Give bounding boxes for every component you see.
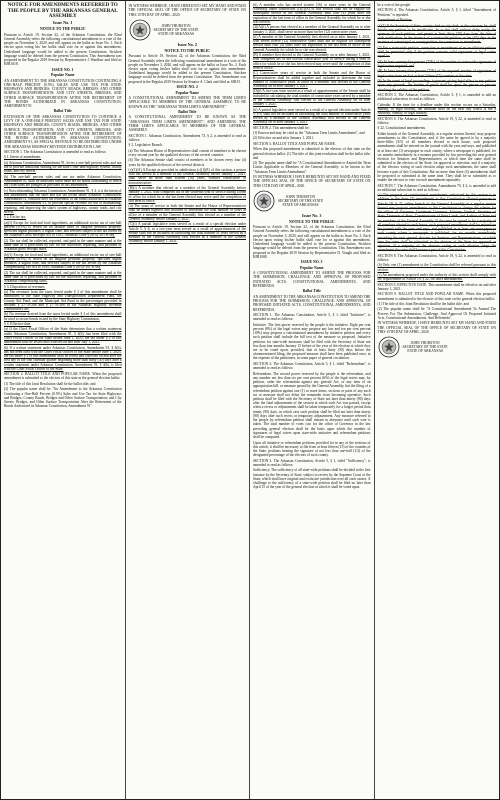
issue-2-s2a: (1) Known and may be cited as the "Arkansas Term Limits Amendment"; and xyxy=(253,131,365,136)
issue-2-s1g: (C)(i) A partial legislative term served as a result of a special election under Article 5, § 6, or a two-year term served as a result of apportionment of the Senate shall not be included in calculating the total number of years served by a member of the General Assembly first elected as a member of the General Assembly before January 1, 2021. xyxy=(128,222,246,244)
issue-1-section-1: SECTION 1. The Arkansas Constitution is amended to read as follows: xyxy=(4,149,107,154)
issue-2-s1l: (C) Consecutive years of service in both the Senate and the House of Representatives shall be added together and included to determine the total number of consecutive years in office of a member first elected to the General Assembly on or after January 1, 2021. xyxy=(253,71,371,88)
signature-block-3 xyxy=(378,336,497,358)
issue-3-s5a: Calendar. If the time for a deadline under this section occurs on a Saturday, Sunday, or legal holiday, the deadline shall be the next day which is not a Saturday, Sunday, or legal holiday. xyxy=(377,102,496,116)
issue-1-s1f: (a)(1) Except for food and food ingredients, an additional excise tax of one-half percent (0.5%) is levied on all taxable sales of tangible personal property, specified digital products, a digital code, and services subject to the tax levied by the Arkansas Gross Receipts Act of 1941, Arkansas Code § 26-52-101 et seq. xyxy=(4,220,122,238)
issue-3-s3a: Sufficiency. The sufficiency of all state-wide petitions shall be decided in the first instance by the Secretary of State, subject to review by the Supreme Court of the State, which shall have original and exclusive jurisdiction over all such causes. A challenge to the sufficiency of a state-wide petition shall be filed no later than April 15 of the year of the general election at which it shall be voted upon. xyxy=(253,468,371,490)
issue-2-s3b: (2) The popular name shall be "A Constitutional Amendment to Amend the Term Limits Applicable to Members of the General Assembly; to be known as the "Arkansas Term Limits Amendment". xyxy=(253,161,371,174)
issue-2-section-2: SECTION 2. This amendment shall be: xyxy=(253,125,310,130)
issue-1-s1m: § 4. Effective date. xyxy=(4,322,32,327)
notice-title: NOTICE FOR AMENDMENTS REFERRED TO THE PEOPLE BY THE ARKANSAS GENERAL ASSEMBLY xyxy=(7,2,118,20)
issue-3-section-7: SECTION 7. The Arkansas Constitution, Amendment 70, § 2, is amended to add an additional subsection to read as follows: xyxy=(377,183,496,192)
issue-3-s7a: (c) The proposal of constitutional amendments authorized by this section is in addition to the three (3) amendments to this Constitution allowed pursuant to Article 19, § 22, either branch of the General Assembly at a regular session thereof may propose amendments to this Constitution to change the salaries for the offices of Governor, Lieutenant Governor, Attorney General, Secretary of State, Treasurer of State, Commissioner of State Lands, and Auditor of State and for members of the General Assembly. If the same be agreed to by a majority of all members elected to each house, such proposed amendment shall be entered on the journal with the yeas and nays, and published in at least one newspaper in each county where a newspaper is published, for six months immediately preceding the next general election for Senators and Representatives, at which time the same shall be submitted to the electors of the State for approval or rejection. If a majority of the electors voting at such election adopt the amendment the same shall become a part of this Constitution. xyxy=(377,193,496,253)
issue-2-s1h: (ii) A member who has served sixteen (16) or more years in the General Assembly under subdivision (c)(1)(A) of this section shall not be eligible for subsequent service in the General Assembly until four (4) years after the expiration of the last term of office in the General Assembly for which he or she was elected. xyxy=(253,3,371,24)
signer-title: SECRETARY OF THE STATE xyxy=(278,198,324,203)
issue-3-s4c: (2) For a state-wide petition, correction or amendment of an insufficient petition shall be permitted only if the petition contains valid signatures of legal voters equal to: xyxy=(377,45,496,59)
signature-block-1 xyxy=(129,19,247,41)
issue-3-s2b: Upon all initiative or referendum petitions provided for in any of the sections of this article, it shall be necessary to file from at least fifteen (15) of the counties of the State, petitions bearing the signature of not less than one-half (1/2) of the designated percentage of the electors of such county. xyxy=(253,440,371,458)
issue-3-ballot-text: AN AMENDMENT TO THE ARKANSAS CONSTITUTION TO AMEND THE PROCESS FOR THE SUBMISSION, CHALLENGE, AND APPROVAL OF PROPOSED INITIATED ACTS, CONSTITUTIONAL AMENDMENTS, AND REFERENDA. xyxy=(253,294,371,312)
issue-3-s6a: § 22. Constitutional amendments. xyxy=(377,126,426,131)
signature-block-2 xyxy=(253,190,371,212)
issue-2-witness: IN WITNESS WHEREOF, I HAVE HEREUNTO SET MY HAND AND FIXED THE OFFICIAL SEAL OF THE OFFICE OF SECRETARY OF STATE ON THIS 15TH DAY OF APRIL, 2020. xyxy=(253,175,371,188)
issue-3-s10a: (1) The title of this Joint Resolution shall be the ballot title; and xyxy=(377,301,469,306)
issue-3-notice: NOTICE TO THE PUBLIC xyxy=(289,219,335,224)
issue-3-ballot-label: Ballot Title xyxy=(302,289,321,294)
issue-3-s4b: (a)(1) If the Secretary of State, county clerk or city clerk, as the case may be, shall decide any petition to be insufficient, he or she shall without delay notify the sponsors of such petition, and permit at least thirty (30) days from the date of such notification, in the instance of a state-wide petition, or ten (10) days in the instance of a municipal or county petition, for correction or amendment. xyxy=(377,23,496,45)
issue-3-s6b: Either branch of the General Assembly, at a regular session thereof, may propose amendments to this Constitution, and, if the same be agreed to by a majority three-fifths (3/5) of all members elected to each house, such proposed amendments shall be entered on the journal with the yeas and nays, and published in at least one (1) newspaper in each county, where a newspaper is published, for six months immediately in a manner provided by law preceding the next general election for Senators and Representatives, at which time the same shall be submitted to the electors of the State, for approval or rejection; and if a majority of the electors voting at such election adopt such amendments, the same shall become a part of this Constitution. But no more than three (3) amendments shall be proposed or submitted at the same time. They shall be so submitted as to enable the electors to vote on each amendment separately. xyxy=(377,131,496,183)
issue-3-witness: IN WITNESS WHEREOF, I HAVE HEREUNTO SET MY HAND AND FIXED THE OFFICIAL SEAL OF THE OFFICE OF SECRETARY OF STATE ON THIS 15TH DAY OF APRIL, 2020. xyxy=(377,321,496,334)
issue-3-s8a: (b) Only one (1) amendment to the Constitution shall be referred pursuant to this section. xyxy=(377,263,496,272)
issue-3-subheading: ISSUE NO. 3 xyxy=(301,260,323,265)
issue-3-heading: Issue No. 3 xyxy=(302,212,322,218)
state-seal-icon xyxy=(378,336,400,358)
issue-1-s2a: (1) The title of this Joint Resolution shall be the ballot title; and xyxy=(4,381,96,386)
issue-2-s3a: When this proposed amendment is submitted to the electors of this state on the general election ballot: (1) The title of this joint resolution shall be the ballot title; and xyxy=(253,147,371,160)
issue-3-s10b: (2) The popular name shall be "A Constitutional Amendment To Amend The Process For The Submission, Challenge, And Approval Of Proposed Initiated Acts, Constitutional Amendments, And Referenda". xyxy=(377,307,496,320)
issue-3-s4e: (B) At least seventy-five percent (75%) of the required number of signatures of legal voters from each of at least fifteen (15) counties of the state. xyxy=(377,69,496,78)
issue-3-section-6: SECTION 6. The Arkansas Constitution, Article 19, § 22, is amended to read as follows: xyxy=(377,116,496,125)
issue-1-heading: Issue No. 1 xyxy=(53,20,73,26)
signer-name: JOHN THURSTON xyxy=(410,340,440,345)
issue-1-notice: NOTICE TO THE PUBLIC xyxy=(40,27,86,32)
issue-3-section-2: SECTION 2. The Arkansas Constitution, Article 5, § 1, titled "Referendum", is amended to read as follows: xyxy=(253,361,371,371)
issue-2-section-3: SECTION 3. BALLOT TITLE AND POPULAR NAME. xyxy=(253,141,336,146)
issue-3-popular-label: Popular Name xyxy=(300,265,324,270)
issue-2-popular-text: A CONSTITUTIONAL AMENDMENT TO AMEND THE TERM LIMITS APPLICABLE TO MEMBERS OF THE GENERAL ASSEMBLY; TO BE KNOWN AS THE "ARKANSAS TERM LIMITS AMENDMENT" xyxy=(128,96,246,109)
signer-name: JOHN THURSTON xyxy=(161,23,191,28)
issue-3-section-1: SECTION 1. The Arkansas Constitution, Article 5, § 1, titled "Initiative", is amended to read as follows: xyxy=(253,312,371,322)
signer-state: STATE OF ARKANSAS xyxy=(158,31,195,36)
column-2 xyxy=(126,1,251,799)
issue-2-s1c: (b) The Arkansas Senate shall consist of members to be chosen every four (4) years by the qualified electors of the several districts. xyxy=(128,158,246,167)
signer-title: SECRETARY OF THE STATE xyxy=(402,344,448,349)
issue-3-lead-continued: be a vote of the people. xyxy=(377,3,412,7)
column-3 xyxy=(250,1,375,799)
issue-2-s1i: (2)(A)(i) A person first elected as a member of the General Assembly on or after January 1, 2021, shall serve no more than twelve (12) consecutive years. xyxy=(253,25,371,34)
issue-3-popular-text: A CONSTITUTIONAL AMENDMENT TO AMEND THE PROCESS FOR THE SUBMISSION, CHALLENGE, AND APPROVAL OF PROPOSED INITIATED ACTS, CONSTITUTIONAL AMENDMENTS, AND REFERENDA xyxy=(253,271,371,288)
issue-1-s1c: (b) The one-half percent sales and use tax under Arkansas Constitution, Amendment 91, shall be abolished when there are no bonds outstanding to which tax collections are pledged as provided in this amendment. xyxy=(4,174,122,188)
issue-2-popular-label: Popular Name xyxy=(175,90,199,95)
column-4 xyxy=(375,1,500,799)
issue-3-s2a: Referendum. The second power reserved by the people is the referendum, and any number not less than six per cent percent (6%) of the legal voters may, by petition, order the referendum against any general Act, or any item of an appropriation bill, or measure passed by the General Assembly, but the filing of a referendum petition against one (1) or more items, sections or parts of any such act or measure shall not delay the remainder from becoming operative. Such petition shall be filed with the Secretary of State not later than ninety (90) days after the final adjournment of the session at which such Act was passed, except when a recess or adjournment shall be taken temporarily for a longer period than ninety (90) days, in which case such petition shall be filed not later than ninety (90) days after such recess or temporary adjournment. Any measure referred to the people by referendum petition shall remain in abeyance until such vote is taken. The total number of votes cast for the office of Governor in the last preceding general election shall be the basis upon which the number of signatures of legal voters upon state-wide initiative and referendum petitions shall be computed. xyxy=(253,371,371,440)
issue-2-subheading: ISSUE NO. 2 xyxy=(176,85,198,90)
issue-3-s8b: (c) An amendment proposed under the authority of this section shall comply with the requirements of Article 19, § 22, for other amendments. xyxy=(377,273,496,282)
issue-1-subheading: ISSUE NO. 1 xyxy=(52,67,74,72)
column-1 xyxy=(1,1,126,799)
issue-2-section-1: SECTION 1. Arkansas Constitution, Amendment 73, § 2, is amended to read as follows: xyxy=(128,133,246,142)
issue-1-s1b: (a) Arkansas Constitution, Amendment 91, levies a one-half percent sales and use tax to provide additional funding for the state's four-lane highway system, county roads, and city streets. xyxy=(4,160,122,174)
issue-1-popular-label: Popular Name xyxy=(51,73,75,78)
issue-2-s1j: (ii) A member of the General Assembly first elected on or after January 1, 2021, who serves twelve (12) consecutive years shall not be eligible for subsequent service until four (4) years after the expiration of the last term of office in the General Assembly for which he or she was elected. xyxy=(253,35,371,52)
issue-2-s2b: (2) Effective on and after January 1, 2021. xyxy=(253,136,314,141)
issue-2-heading: Issue No. 2 xyxy=(177,41,197,47)
issue-3-section-3: SECTION 3. The Arkansas Constitution, Article 5, § 1, titled "Sufficiency", is amended to read as follows: xyxy=(253,458,371,467)
issue-2-s1m: (D)(i) A two-year term served as a result of apportionment of the Senate shall be included in calculating the total number of consecutive years served by a member of the General Assembly first elected to the General Assembly on or after January 1, 2021. xyxy=(253,89,371,107)
issue-1-s1l: (b) No revenue derived from the taxes levied under § 2 of this amendment shall be used to secure bonds issued by the State Highway Commission. xyxy=(4,312,122,321)
issue-2-s1k: (B) A member first elected to the General Assembly on or after January 1, 2021, who completes his or her twelfth consecutive year of service during a term of office for which he or she has been elected may serve until the completion of that term of office. xyxy=(253,53,371,70)
issue-2-ballot-text: A CONSTITUTIONAL AMENDMENT TO BE KNOWN AS THE "ARKANSAS TERM LIMITS AMENDMENT"; AND AMENDING THE TERM LIMITS APPLICABLE TO MEMBERS OF THE GENERAL ASSEMBLY. xyxy=(128,115,246,133)
issue-1-s1i: (2) The tax shall be collected, reported, and paid in the same manner and at the same time as is prescribed by law for the collection, reporting, and payment of Arkansas compensating taxes. xyxy=(4,270,122,284)
issue-1-s1n: (a) If the Chief Fiscal Officer of the State determines that a written statement under Arkansas Constitution, Amendment 91, § 4(b), has been filed with the Chief Fiscal Officer of the State before June 1, 2023, the tax under § 2 of this amendment shall be levied and collected on and after July 1, 2023. xyxy=(4,327,122,345)
issue-3-section-9: SECTION 9. EFFECTIVE DATE. This amendment shall be effective on and after January 1, 2021. xyxy=(377,282,496,291)
issue-2-s1b: (a) The Arkansas House of Representatives shall consist of members to be chosen every second year by the qualified electors of the several counties. xyxy=(128,148,246,157)
issue-1-s1j: § 3. Disposition of revenues. xyxy=(4,284,46,289)
signer-state: STATE OF ARKANSAS xyxy=(407,349,444,354)
issue-2-ballot-label: Ballot Title xyxy=(178,109,197,114)
state-seal-icon xyxy=(253,190,275,212)
issue-3-s4f: (b) In the event of legal proceedings to prevent giving legal effect to any petition upon any grounds, the burden of proof shall be upon the person or persons attacking the validity of the petition. xyxy=(377,79,496,92)
state-seal-icon xyxy=(129,19,151,41)
issue-2-intro: Pursuant to Article 19, Section 22, of the Arkansas Constitution, the 92nd General Assembly refers the following constitutional amendment to a vote of the people on November 3, 2020, and will appear on the ballot as Issue No. 2. Each elector upon voting his/her ballot shall vote for or against this amendment. Underlined language would be added to the present Constitution. Stricken language would be deleted from the present Constitution. This Amendment was proposed in the Regular 2019 Session by Senator A. Clark and filed as SJR15. xyxy=(128,54,246,84)
issue-2-notice: NOTICE TO THE PUBLIC xyxy=(164,48,210,53)
issue-3-intro: Pursuant to Article 19, Section 22, of the Arkansas Constitution, the 92nd General Assembly refers the following constitutional amendment to a vote of the people on November 3, 2020, and will appear on the ballot as Issue No. 3. Each elector upon voting his/her ballot shall vote for or against this amendment. Underlined language would be added to the present Constitution. Stricken language would be deleted from the present Constitution. This Amendment was proposed in the Regular 2019 Session by Representative D. Vaught and filed as HJR1008. xyxy=(253,225,371,259)
signer-title: SECRETARY OF THE STATE xyxy=(153,27,199,32)
issue-3-section-4: SECTION 4. The Arkansas Constitution, Article 5, § 1, titled "Amendment of Petitions" is repealed. xyxy=(377,8,496,17)
issue-1-s1e: § 2. Excise tax. xyxy=(4,215,27,220)
issue-1-s1k: (a) The revenues from the taxes levied under § 2 of this amendment shall be distributed to the State Highway and Transportation Department Fund, the County Aid Fund, and the Municipal Aid Fund in the percentages provided in sections § 27-70-206 and § 27-70-206 of the Arkansas Highway Revenue Distribution Law. xyxy=(4,290,122,311)
issue-1-s2b: (2) The popular name shall be "An Amendment to the Arkansas Constitution Continuing a One-Half Percent (0.5%) Sales and Use Tax for State Highways and Bridges; County Roads, Bridges and Other Surface Transportation; and City Streets, Bridges, and Other Surface Transportation After the Retirement of the Bonds Authorized in Arkansas Constitution, Amendment 91". xyxy=(4,387,122,409)
issue-3-section-10: SECTION 9. BALLOT TITLE AND POPULAR NAME. When this proposed amendment is submitted to the electors of this state on the general election ballot: xyxy=(377,292,496,301)
signer-name: JOHN THURSTON xyxy=(285,194,316,199)
issue-1-popular-text: AN AMENDMENT TO THE ARKANSAS CONSTITUTION CONTINUING A ONE-HALF PERCENT (0.5%) SALES AND USE TAX FOR STATE HIGHWAYS AND BRIDGES; COUNTY ROADS, BRIDGES AND OTHER SURFACE TRANSPORTATION; AND CITY STREETS, BRIDGES, AND OTHER SURFACE TRANSPORTATION AFTER THE RETIREMENT OF THE BONDS AUTHORIZED IN ARKANSAS CONSTITUTION, AMENDMENT 91 xyxy=(4,78,122,108)
signer-state: STATE OF ARKANSAS xyxy=(282,202,319,207)
issue-1-s1o: (b) If a written statement under Arkansas Constitution, Amendment 91, § 4(b), has not been filed with the Chief Fiscal Officer of the State before June 1, 2023, the tax under § 2 of this amendment shall be levied and collected on and after the first day of the first calendar quarter beginning more than thirty (30) days after a written statement under Arkansas Constitution, Amendment 91, § 4(b), is filed with the Chief Fiscal Officer of the State. xyxy=(4,345,122,371)
issue-2-s1d: (c)(1)(A) A Except as provided in subdivision (c)(1)(E) of this section, a person who has served as a member of the General Assembly before January 1, 2021, shall serve no more than sixteen (16) years, whether consecutive or nonconsecutive. xyxy=(128,167,246,185)
issue-1-witness: IN WITNESS WHEREOF, I HAVE HEREUNTO SET MY HAND AND FIXED THE OFFICIAL SEAL OF THE OFFICE OF SECRETARY OF STATE ON THIS 15TH DAY OF APRIL, 2020. xyxy=(128,4,246,17)
issue-3-s1a: Initiative. The first power reserved by the people is the initiative. Eight per cent percent (8%) of the legal voters may propose any law and ten per cent percent (10%) may propose a constitutional amendment by initiative petition and every such petition shall include the full text of the measure so proposed. Initiative petitions for state-wide measures shall be filed with the Secretary of State not less than four months January 15 before of the year of the election at which they are to be voted upon; provided, that at least thirty (30) days before the aforementioned filing, the proposed measure shall have been published once, at the expense of the petitioners, in some paper of general circulation. xyxy=(253,322,371,361)
issue-2-s1n: (ii) A partial legislative term served as a result of a special election under Article 5, § 6, shall not be included in calculating the total number of consecutive years served by a member of the General Assembly first elected to the General Assembly on or after January 1, 2021. xyxy=(253,107,371,125)
issue-1-ballot-label: Ballot Title xyxy=(53,109,72,114)
issue-1-s1d: (c) Notwithstanding Arkansas Constitution, Amendment 91, § 4, it is the intent of this amendment that the sales and use tax levied under Arkansas Constitution, Amendment 91, continue after the retirement of the bonds authorized in Arkansas Constitution, Amendment 91, to provide special revenue for use of maintaining, repairing, and improving the state's system of highways, county roads, and city streets. xyxy=(4,188,122,214)
issue-3-s4a: Amendment of Petition. xyxy=(377,18,413,23)
issue-1-s1g: (2) The tax shall be collected, reported, and paid in the same manner and at the same time as is prescribed by law for the collection, reporting, and payment of Arkansas gross receipts taxes. xyxy=(4,238,122,252)
issue-1-ballot-text: EXTENSION OF THE ARKANSAS CONSTITUTION TO CONTINUE A LEVY OF A ONE-HALF PERCENT SALES AND USE TAX FOR STATE HIGHWAYS AND BRIDGES; COUNTY ROADS, BRIDGES, AND OTHER SURFACE TRANSPORTATION; AND CITY STREETS, BRIDGES, AND OTHER SURFACE TRANSPORTATION AFTER THE RETIREMENT OF THE BONDS AUTHORIZED IN ARKANSAS CONSTITUTION, AMENDMENT 91, AS SPECIAL REVENUE TO BE DISTRIBUTED UNDER THE ARKANSAS HIGHWAY REVENUE DISTRIBUTION LAW xyxy=(4,114,122,149)
issue-1-intro: Pursuant to Article 19, Section 22, of the Arkansas Constitution, the 92nd General Assembly refers the following constitutional amendment to a vote of the people on November 3, 2020, and will appear on the ballot as Issue No. 1. Each elector upon voting his/ her ballot shall vote for or against this amendment. Underlined language would be added to the present Constitution. Stricken language would be deleted from the present Constitution. This Amendment was proposed in the Regular 2019 Session by Representative J. Wardlaw and filed as HJR1018. xyxy=(4,32,122,67)
issue-2-s1e: (B)(i) A member that elected as a member of the General Assembly before January 1, 2021, who completes his or her sixteenth year of service during a term of office for which he or she has been elected may serve until the completion of that term of office. xyxy=(128,186,246,203)
issue-3-s4d: (A) At least seventy-five percent (75%) of the number of state-wide signatures of legal voters required; and xyxy=(377,59,496,68)
issue-2-s1f: (ii) The years of service in both the Senate and the House of Representatives shall be added together and included to determine the total number of years in office of a member of the General Assembly first elected as a member of the General Assembly before January 1, 2021. xyxy=(128,204,246,221)
issue-2-s1a: § 2. Legislative Branch. xyxy=(128,143,163,148)
issue-1-section-2: SECTION 2. BALLOT TITLE AND POPULAR NAME. When the proposed amendment is submitted to the electors of this state at the general election ballot: xyxy=(4,372,122,381)
issue-1-s1h: (b)(1) Except for food and food ingredients, an additional excise tax of one-half percent (0.5%) is levied on all tangible personal property, specified digital products, a digital code, and services subject to the tax levied by the Arkansas Compensating Tax Act of 1949, Arkansas Code § 26-53-101 et seq. xyxy=(4,252,122,270)
issue-1-s1a: § 1. Intent of amendment. xyxy=(4,155,42,160)
issue-3-section-5: SECTION 5. The Arkansas Constitution, Article 5, § 1, is amended to add an additional subsection to read as follows: xyxy=(377,92,496,102)
issue-3-section-8: SECTION 8. The Arkansas Constitution, Article 19, § 22, is amended to read as follows: xyxy=(377,253,496,262)
